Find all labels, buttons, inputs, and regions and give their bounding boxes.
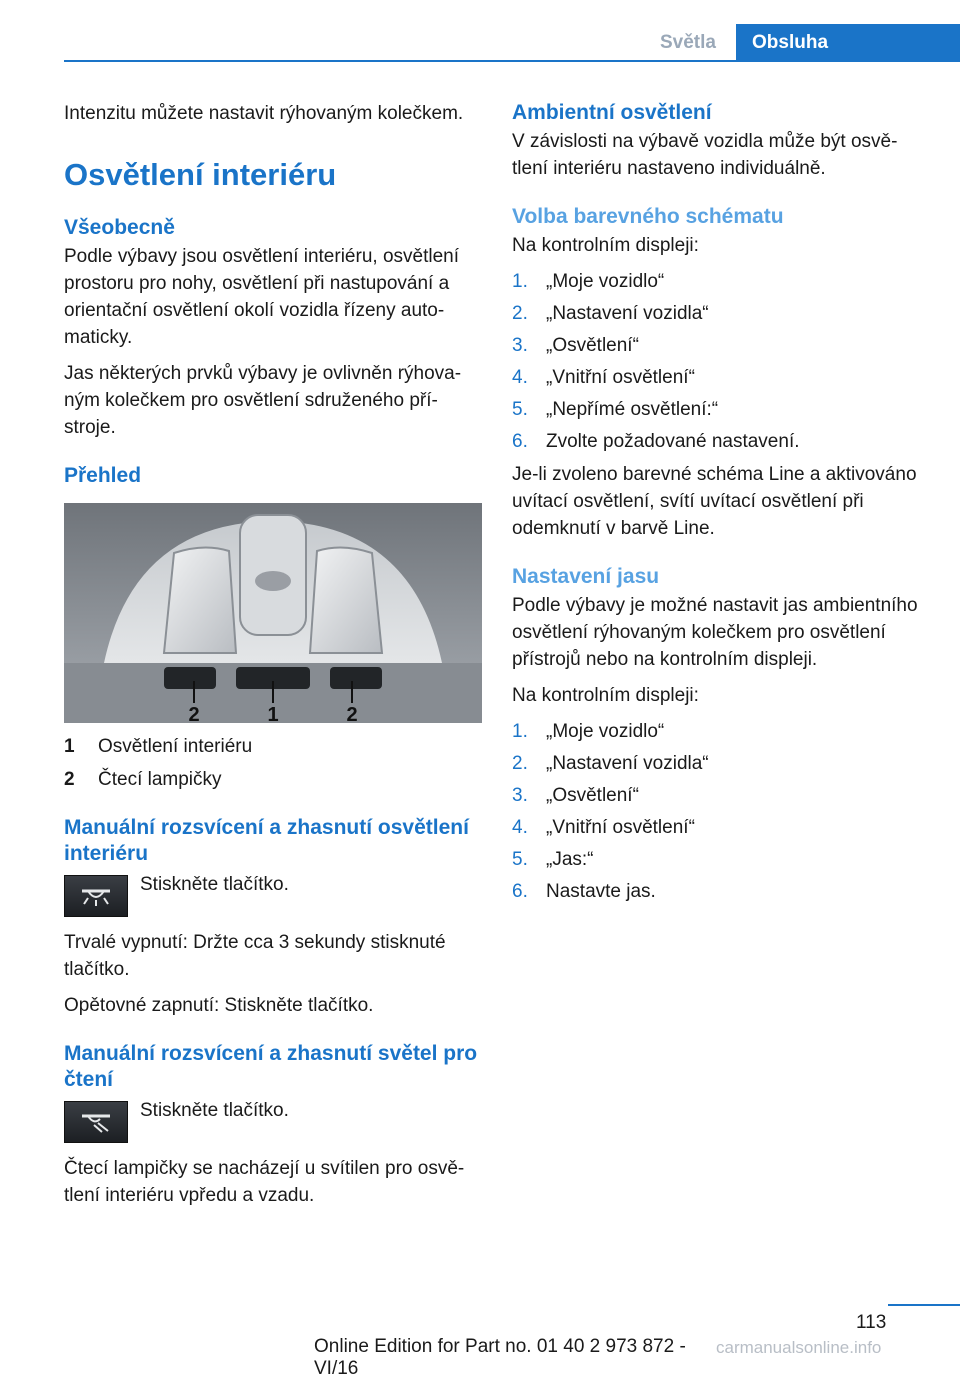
step-number: 4. (512, 367, 528, 388)
color-scheme-note: Je-li zvoleno barevné schéma Line a aktivováno uvítací osvětlení, svítí uvítací osvětlení při odemknutí v barvě Line. (512, 464, 917, 539)
photo-legend (64, 733, 482, 793)
photo-label-right: 2 (346, 704, 358, 723)
legend-item (64, 733, 482, 760)
list-item (512, 268, 922, 295)
step-text: „Moje vozidlo“ (546, 721, 665, 742)
step-text: „Vnitřní osvětlení“ (546, 367, 695, 388)
reading-light-button-icon (64, 1101, 128, 1143)
color-scheme-heading: Volba barevného schématu (512, 205, 784, 228)
list-item (512, 332, 922, 359)
legend-text: Osvětlení interiéru (98, 736, 253, 757)
step-text: „Nastavení vozidla“ (546, 303, 709, 324)
list-item (512, 300, 922, 327)
step-text: „Nepřímé osvětlení:“ (546, 399, 719, 420)
watermark: carmanualsonline.info (716, 1338, 882, 1357)
tab-chapter[interactable]: Obsluha (736, 24, 960, 62)
general-paragraph-2: Jas některých prvků výbavy je ovlivněn rýhovaným kolečkem pro osvětlení sdruženého přístroje. (64, 363, 462, 438)
photo-label-left: 2 (188, 704, 200, 723)
interior-button-instruction: Stiskněte tlačítko. (140, 874, 289, 895)
step-text: „Osvětlení“ (546, 335, 639, 356)
right-column (512, 100, 922, 911)
interior-light-button-icon (64, 875, 128, 917)
step-text: „Osvětlení“ (546, 785, 639, 806)
step-number: 1. (512, 721, 528, 742)
step-number: 3. (512, 335, 528, 356)
step-number: 3. (512, 785, 528, 806)
step-text: Nastavte jas. (546, 881, 656, 902)
brightness-paragraph: Podle výbavy je možné nastavit jas ambientního osvětlení rýhovaným kolečkem pro osvětlení přístrojů nebo na kontrolním displeji. (512, 595, 918, 670)
step-number: 6. (512, 431, 528, 452)
step-text: „Moje vozidlo“ (546, 271, 665, 292)
brightness-heading: Nastavení jasu (512, 565, 660, 588)
list-item (512, 396, 922, 423)
step-number: 2. (512, 303, 528, 324)
interior-button-row (64, 875, 482, 917)
step-number: 5. (512, 849, 528, 870)
legend-number: 1 (64, 736, 75, 757)
step-text: Zvolte požadované nastavení. (546, 431, 800, 452)
tab-section[interactable]: Světla (660, 32, 716, 53)
list-item (512, 428, 922, 455)
ambient-heading: Ambientní osvětlení (512, 101, 712, 124)
intro-text: Intenzitu můžete nastavit rýhovaným kolečkem. (64, 103, 464, 124)
list-item (512, 814, 922, 841)
step-number: 1. (512, 271, 528, 292)
list-item (512, 364, 922, 391)
brightness-steps (512, 718, 922, 905)
step-number: 6. (512, 881, 528, 902)
manual-interior-heading: Manuální rozsvícení a zhasnutí osvětlení interiéru (64, 816, 469, 865)
step-text: „Jas:“ (546, 849, 594, 870)
brightness-intro: Na kontrolním displeji: (512, 685, 699, 706)
list-item (512, 750, 922, 777)
overview-heading: Přehled (64, 464, 142, 487)
interior-light-photo (64, 503, 482, 723)
photo-label-center: 1 (267, 704, 279, 723)
reading-button-row (64, 1101, 482, 1143)
manual-paragraph-1: Trvalé vypnutí: Držte cca 3 sekundy stisknuté tlačítko. (64, 932, 446, 980)
list-item (512, 718, 922, 745)
ambient-paragraph: V závislosti na výbavě vozidla může být osvětlení interiéru nastaveno individuálně. (512, 131, 898, 179)
step-text: „Nastavení vozidla“ (546, 753, 709, 774)
list-item (512, 878, 922, 905)
manual-paragraph-2: Opětovné zapnutí: Stiskněte tlačítko. (64, 995, 374, 1016)
general-paragraph-1: Podle výbavy jsou osvětlení interiéru, osvětlení prostoru pro nohy, osvětlení při nastupování a orientační osvětlení okolí vozidla řízeny automaticky. (64, 246, 459, 348)
reading-paragraph: Čtecí lampičky se nacházejí u svítilen pro osvětlení interiéru vpředu a vzadu. (64, 1158, 465, 1206)
legend-text: Čtecí lampičky (98, 769, 222, 790)
color-scheme-steps (512, 268, 922, 455)
general-heading: Všeobecně (64, 216, 175, 239)
step-number: 2. (512, 753, 528, 774)
list-item (512, 782, 922, 809)
color-scheme-intro: Na kontrolním displeji: (512, 235, 699, 256)
section-title: Osvětlení interiéru (64, 157, 337, 192)
step-text: „Vnitřní osvětlení“ (546, 817, 695, 838)
legend-item (64, 766, 482, 793)
page-number: 113 (856, 1312, 887, 1333)
step-number: 5. (512, 399, 528, 420)
edition-footer: Online Edition for Part no. 01 40 2 973 872 - VI/16 (314, 1336, 686, 1379)
reading-button-instruction: Stiskněte tlačítko. (140, 1100, 289, 1121)
left-column (64, 100, 482, 1218)
legend-number: 2 (64, 769, 75, 790)
footer-rule (888, 1304, 960, 1306)
reading-lights-heading: Manuální rozsvícení a zhasnutí světel pro čtení (64, 1042, 478, 1091)
step-number: 4. (512, 817, 528, 838)
list-item (512, 846, 922, 873)
